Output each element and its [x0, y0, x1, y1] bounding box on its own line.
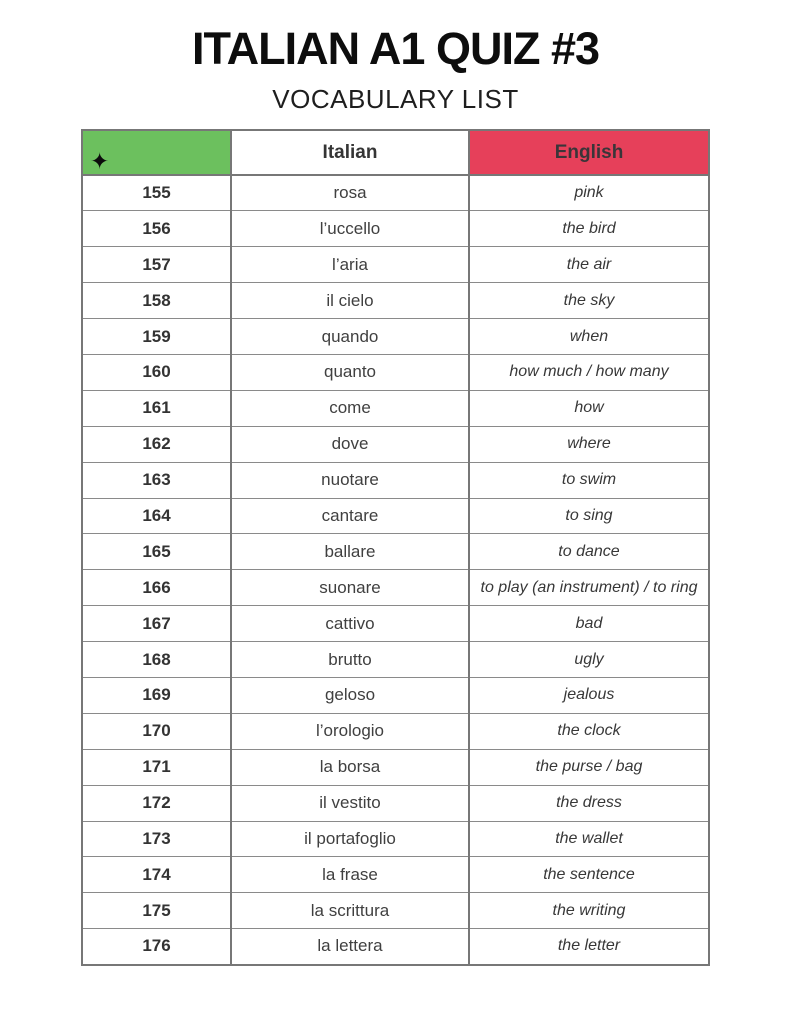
italian-word: come	[231, 390, 469, 426]
table-row	[82, 319, 709, 355]
italian-word: nuotare	[231, 462, 469, 498]
english-translation: the air	[469, 247, 709, 283]
table-row	[82, 893, 709, 929]
header-cell-number	[82, 130, 231, 175]
table-row	[82, 749, 709, 785]
table-row	[82, 462, 709, 498]
row-number: 159	[82, 319, 231, 355]
table-row	[82, 247, 709, 283]
english-translation: the sky	[469, 283, 709, 319]
english-translation: jealous	[469, 677, 709, 713]
header-row	[82, 130, 709, 175]
english-translation: ugly	[469, 642, 709, 678]
vocab-table	[81, 129, 710, 966]
row-number: 155	[82, 175, 231, 211]
italian-word: la borsa	[231, 749, 469, 785]
table-row	[82, 283, 709, 319]
italian-word: rosa	[231, 175, 469, 211]
row-number: 176	[82, 929, 231, 965]
english-translation: to play (an instrument) / to ring	[469, 570, 709, 606]
row-number: 160	[82, 354, 231, 390]
row-number: 174	[82, 857, 231, 893]
italian-word: quanto	[231, 354, 469, 390]
table-row	[82, 426, 709, 462]
table-row	[82, 785, 709, 821]
english-translation: to sing	[469, 498, 709, 534]
table-row	[82, 857, 709, 893]
row-number: 166	[82, 570, 231, 606]
english-translation: the dress	[469, 785, 709, 821]
italian-word: il cielo	[231, 283, 469, 319]
english-translation: pink	[469, 175, 709, 211]
row-number: 170	[82, 713, 231, 749]
english-translation: the wallet	[469, 821, 709, 857]
italian-word: l’orologio	[231, 713, 469, 749]
table-row	[82, 390, 709, 426]
italian-word: geloso	[231, 677, 469, 713]
italian-word: il vestito	[231, 785, 469, 821]
italian-word: la scrittura	[231, 893, 469, 929]
row-number: 164	[82, 498, 231, 534]
row-number: 171	[82, 749, 231, 785]
header-cell-english: English	[469, 130, 709, 175]
table-row	[82, 677, 709, 713]
english-translation: the clock	[469, 713, 709, 749]
italian-word: suonare	[231, 570, 469, 606]
italian-word: la lettera	[231, 929, 469, 965]
row-number: 158	[82, 283, 231, 319]
english-translation: how much / how many	[469, 354, 709, 390]
row-number: 165	[82, 534, 231, 570]
table-row	[82, 175, 709, 211]
english-translation: the letter	[469, 929, 709, 965]
italian-word: dove	[231, 426, 469, 462]
italian-word: cantare	[231, 498, 469, 534]
table-row	[82, 498, 709, 534]
table-row	[82, 642, 709, 678]
row-number: 157	[82, 247, 231, 283]
row-number: 169	[82, 677, 231, 713]
table-row	[82, 211, 709, 247]
table-row	[82, 354, 709, 390]
four-pointed-star-icon: ✦	[90, 148, 110, 174]
table-row	[82, 570, 709, 606]
table-row	[82, 713, 709, 749]
table-row	[82, 606, 709, 642]
row-number: 163	[82, 462, 231, 498]
header-cell-italian: Italian	[231, 130, 469, 175]
vocab-table-body	[82, 175, 709, 965]
italian-word: il portafoglio	[231, 821, 469, 857]
english-translation: how	[469, 390, 709, 426]
table-row	[82, 929, 709, 965]
italian-word: quando	[231, 319, 469, 355]
english-translation: to swim	[469, 462, 709, 498]
page-title: ITALIAN A1 QUIZ #3	[191, 23, 600, 74]
english-translation: when	[469, 319, 709, 355]
row-number: 161	[82, 390, 231, 426]
table-row	[82, 821, 709, 857]
row-number: 175	[82, 893, 231, 929]
page-subtitle: VOCABULARY LIST	[272, 84, 519, 114]
table-row	[82, 534, 709, 570]
italian-word: cattivo	[231, 606, 469, 642]
english-translation: to dance	[469, 534, 709, 570]
italian-word: ballare	[231, 534, 469, 570]
english-translation: the bird	[469, 211, 709, 247]
row-number: 167	[82, 606, 231, 642]
english-translation: the sentence	[469, 857, 709, 893]
row-number: 172	[82, 785, 231, 821]
row-number: 173	[82, 821, 231, 857]
italian-word: brutto	[231, 642, 469, 678]
italian-word: la frase	[231, 857, 469, 893]
italian-word: l’uccello	[231, 211, 469, 247]
english-translation: the purse / bag	[469, 749, 709, 785]
row-number: 156	[82, 211, 231, 247]
italian-word: l’aria	[231, 247, 469, 283]
english-translation: bad	[469, 606, 709, 642]
english-translation: where	[469, 426, 709, 462]
row-number: 162	[82, 426, 231, 462]
english-translation: the writing	[469, 893, 709, 929]
row-number: 168	[82, 642, 231, 678]
